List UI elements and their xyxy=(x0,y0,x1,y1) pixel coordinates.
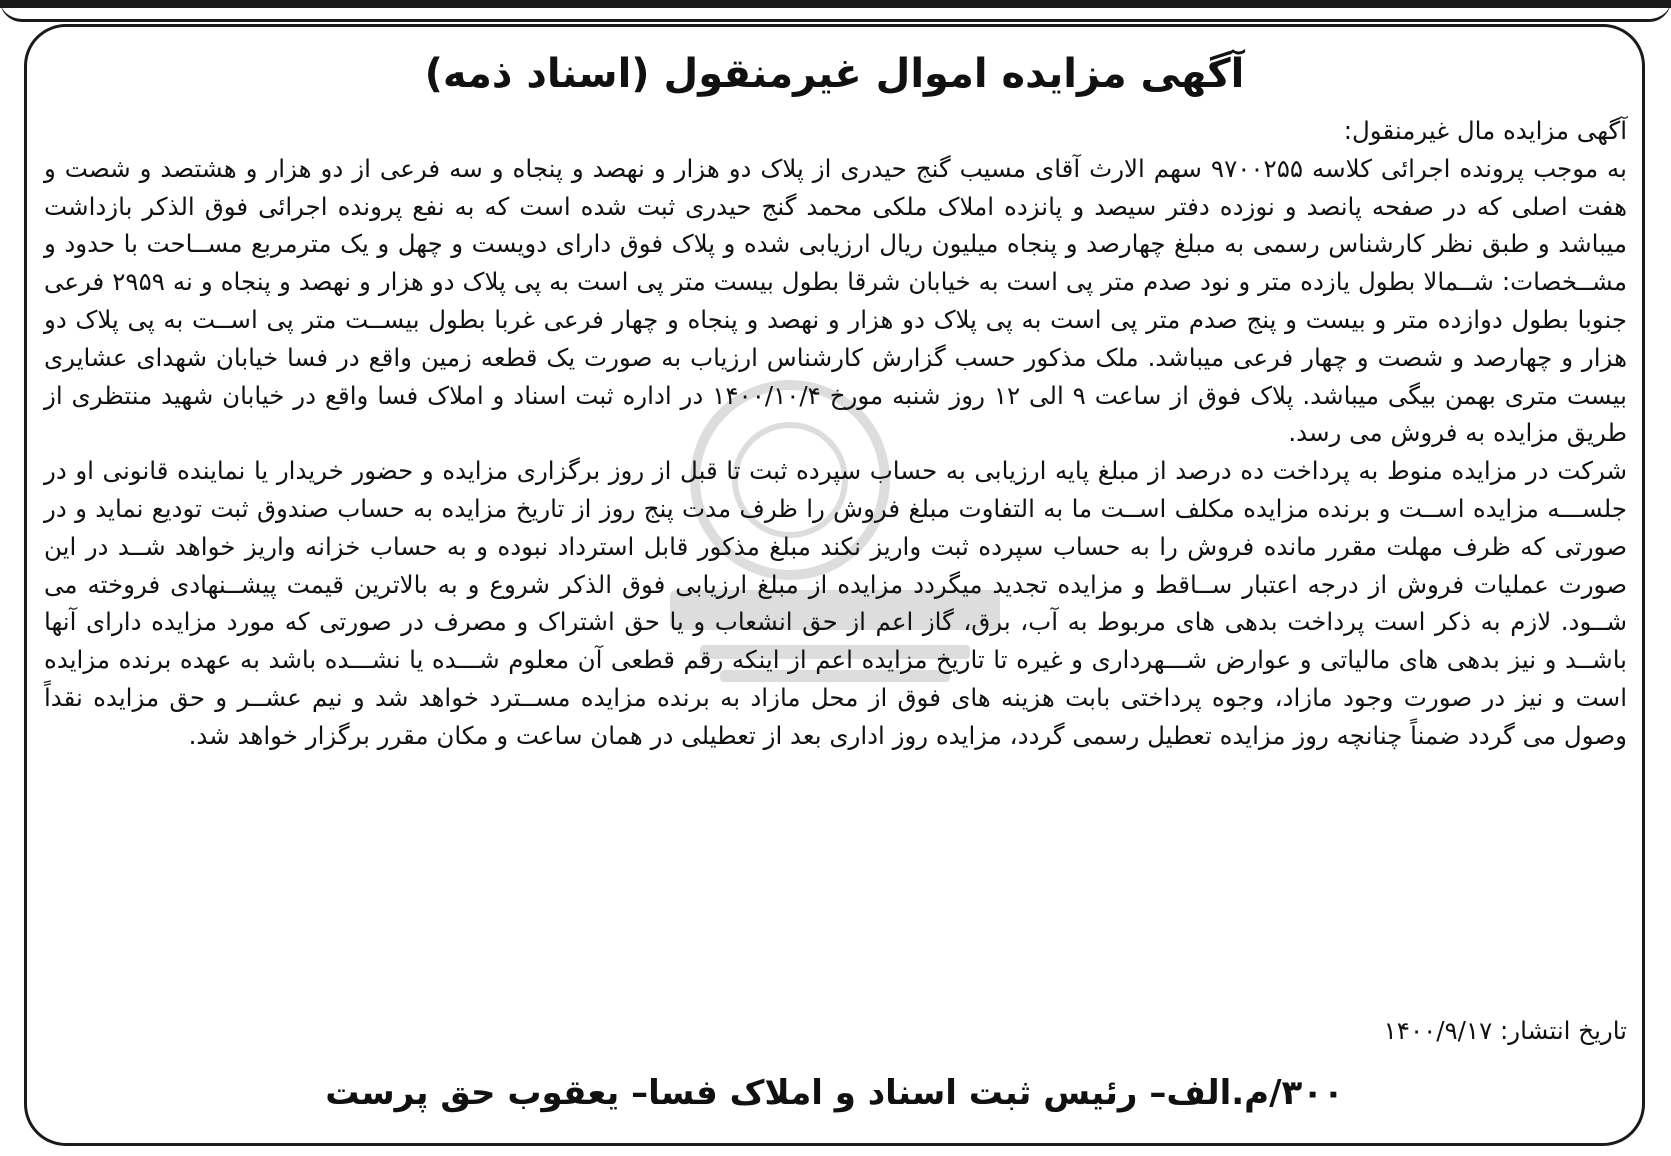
notice-body xyxy=(44,112,1627,755)
notice-title: آگهی مزایده اموال غیرمنقول (اسناد ذمه) xyxy=(424,51,1245,97)
publish-date: تاریخ انتشار: ۱۴۰۰/۹/۱۷ xyxy=(1383,1016,1627,1045)
notice-paragraph: شرکت در مزایده منوط به پرداخت ده درصد از مبلغ پایه ارزیابی به حساب سپرده ثبت تا قبل از روز برگزاری مزایده و حضور خریدار یا نماینده قانونی او در جلســـه مزایده اســت و برنده مزایده مکلف اســت ما به التفاوت مبلغ فروش را ظرف مدت پنج روز از تاریخ مزایده به حساب صندوق ثبت تودیع نماید و در صورتی که ظرف مهلت مقرر مانده فروش را به حساب سپرده ثبت واریز نکند مبلغ مذکور قابل استرداد نبوده و به حساب خزانه واریز خواهد شــد در این صورت عملیات فروش از درجه اعتبار ســاقط و مزایده تجدید میگردد مزایده از مبلغ ارزیابی فوق الذکر شروع و به بالاترین قیمت پیشــنهادی فروخته می شــود. لازم به ذکر است پرداخت بدهی های مربوط به آب، برق، گاز اعم از حق انشعاب و یا حق اشتراک و مصرف در صورتی که مورد مزایده دارای آنها باشــد و نیز بدهی های مالیاتی و عوارض شـــهرداری و غیره تا تاریخ مزایده اعم از اینکه رقم قطعی آن معلوم شـــده یا نشـــده باشد به عهده برنده مزایده است و نیز در صورت وجود مازاد، وجوه پرداختی بابت هزینه های فوق از محل مازاد به برنده مزایده مســترد خواهد شد و نیم عشــر و حق مزایده نقداً وصول می گردد ضمناً چنانچه روز مزایده تعطیل رسمی گردد، مزایده روز اداری بعد از تعطیلی در همان ساعت و مکان مقرر برگزار خواهد شد. xyxy=(44,456,1627,750)
top-divider xyxy=(0,0,1671,22)
notice-paragraph: به موجب پرونده اجرائی کلاسه ۹۷۰۰۲۵۵ سهم الارث آقای مسیب گنج حیدری از پلاک دو هزار و نهصد و پنجاه و سه فرعی از دو هزار و هشتصد و شصت و هفت اصلی که در صفحه پانصد و نوزده دفتر سیصد و پانزده املاک ملکی محمد گنج حیدری ثبت شده است که به نفع پرونده اجرائی فوق الذکر بازداشت میباشد و طبق نظر کارشناس رسمی به مبلغ چهارصد و پنجاه میلیون ریال ارزیابی شده و پلاک فوق دارای دویست و چهل و یک مترمربع مســاحت با حدود و مشــخصات: شــمالا بطول یازده متر و نود صدم متر پی است به خیابان شرقا بطول بیست متر پی است به پی پلاک دو هزار و نهصد و پنجاه و نه ۲۹۵۹ فرعی جنوبا بطول دوازده متر و بیست و پنج صدم متر پی است به پی پلاک دو هزار و نهصد و پنجاه و چهار فرعی غربا بطول بیســت متر پی اســت به پی پلاک دو هزار و چهارصد و شصت و چهار فرعی میباشد. ملک مذکور حسب گزارش کارشناس ارزیاب به صورت یک قطعه زمین واقع در فسا خیابان شهدای عشایری بیست متری بهمن بیگی میباشد. پلاک فوق از ساعت ۹ الی ۱۲ روز شنبه مورخ ۱۴۰۰/۱۰/۴ در اداره ثبت اسناد و املاک فسا واقع در خیابان شهید منتظری از طریق مزایده به فروش می رسد. xyxy=(44,153,1628,448)
notice-signature: ۳۰۰/م.الف– رئیس ثبت اسناد و املاک فسا– یعقوب حق پرست xyxy=(325,1073,1344,1113)
notice-heading: آگهی مزایده مال غیرمنقول: xyxy=(1343,116,1627,145)
